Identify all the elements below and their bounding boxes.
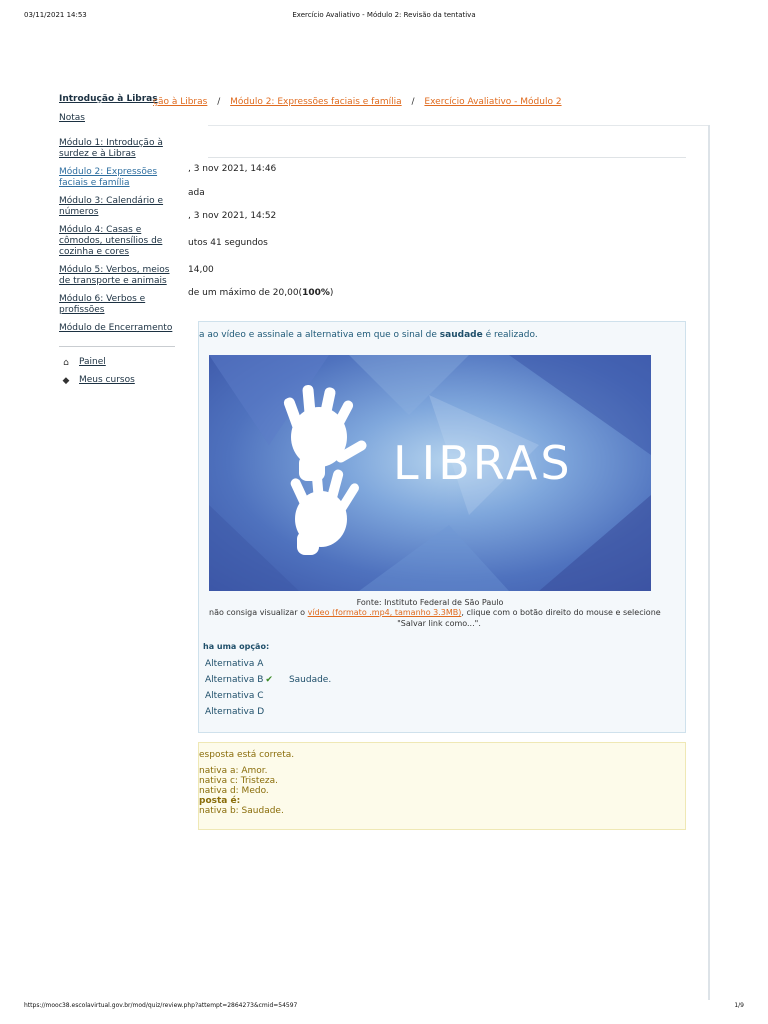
- breadcrumb-quiz[interactable]: Exercício Avaliativo - Módulo 2: [424, 97, 562, 107]
- print-url: https://mooc38.escolavirtual.gov.br/mod/quiz/review.php?attempt=2864273&cmid=54597: [24, 1002, 298, 1009]
- libras-logo-text: LIBRAS: [393, 436, 573, 490]
- feedback-answer: nativa b: Saudade.: [199, 806, 284, 816]
- feedback-answer-label: posta é:: [199, 796, 241, 806]
- option-a[interactable]: [205, 659, 263, 669]
- graduation-cap-icon: ◆: [62, 375, 70, 386]
- option-label: Alternativa C: [205, 691, 264, 701]
- option-d[interactable]: [205, 707, 264, 717]
- question-text-prefix: a ao vídeo e assinale a alternativa em que o sinal de: [199, 330, 440, 340]
- grade-percent: 100%: [302, 288, 330, 298]
- feedback-line: nativa a: Amor.: [199, 766, 268, 776]
- feedback-box: [198, 742, 686, 830]
- option-answer: Saudade.: [288, 675, 332, 685]
- home-icon: ⌂: [63, 357, 69, 368]
- sidebar-module-2[interactable]: Módulo 2: Expressões faciais e família: [59, 167, 158, 188]
- video-instructions: [209, 607, 669, 629]
- summary-divider: [208, 157, 686, 158]
- breadcrumb: [153, 97, 562, 107]
- feedback-line: nativa c: Tristeza.: [199, 776, 279, 786]
- hand-icon: [289, 467, 361, 555]
- option-label: Alternativa D: [205, 707, 265, 717]
- print-date: 03/11/2021 14:53: [24, 11, 87, 19]
- video-download-link[interactable]: vídeo (formato .mp4, tamanho 3.3MB): [307, 608, 462, 617]
- summary-started: , 3 nov 2021, 14:46: [188, 164, 277, 174]
- sidebar-module-6[interactable]: Módulo 6: Verbos e profissões: [59, 294, 146, 315]
- breadcrumb-separator: /: [217, 97, 221, 107]
- print-title: Exercício Avaliativo - Módulo 2: Revisão da tentativa: [292, 11, 476, 19]
- question-text-suffix: é realizado.: [482, 330, 538, 340]
- question-box: [198, 321, 686, 733]
- grade-suffix: ): [329, 288, 334, 298]
- summary-completed: , 3 nov 2021, 14:52: [188, 211, 277, 221]
- breadcrumb-separator: /: [411, 97, 415, 107]
- image-source: Fonte: Instituto Federal de São Paulo: [356, 598, 504, 607]
- feedback-status: esposta está correta.: [199, 750, 295, 760]
- content-frame-top: [208, 125, 710, 126]
- summary-duration: utos 41 segundos: [188, 238, 268, 248]
- sidebar-course-link[interactable]: Introdução à Libras: [59, 94, 158, 104]
- libras-illustration: [209, 355, 651, 591]
- option-label: Alternativa B: [205, 675, 264, 685]
- sidebar-grades-link[interactable]: Notas: [59, 113, 85, 123]
- breadcrumb-module[interactable]: Módulo 2: Expressões faciais e família: [230, 97, 402, 107]
- question-text: [199, 330, 538, 340]
- sidebar-nav-dashboard[interactable]: [60, 357, 175, 368]
- sidebar-module-1[interactable]: Módulo 1: Introdução à surdez e à Libras: [59, 138, 163, 159]
- feedback-line: nativa d: Medo.: [199, 786, 269, 796]
- video-suffix: , clique com o botão direito do mouse e selecione: [461, 608, 661, 617]
- course-sidebar: [59, 94, 175, 393]
- sidebar-divider: [59, 346, 175, 347]
- summary-state: ada: [188, 188, 205, 198]
- question-keyword: saudade: [439, 330, 483, 340]
- libras-image: [209, 355, 651, 591]
- video-prefix: não consiga visualizar o: [209, 608, 308, 617]
- video-save-hint: "Salvar link como...".: [397, 619, 481, 628]
- grade-prefix: de um máximo de 20,00(: [188, 288, 303, 298]
- print-page-number: 1/9: [734, 1002, 744, 1009]
- main-content: [153, 90, 768, 1000]
- my-courses-link[interactable]: Meus cursos: [79, 375, 135, 385]
- option-label: Alternativa A: [205, 659, 264, 669]
- summary-grade: [188, 288, 333, 298]
- sidebar-module-4[interactable]: Módulo 4: Casas e cômodos, utensílios de cozinha e cores: [59, 225, 163, 257]
- sidebar-nav-my-courses[interactable]: [60, 375, 175, 386]
- option-b[interactable]: [205, 675, 331, 685]
- content-frame-right: [708, 125, 710, 1000]
- option-c[interactable]: [205, 691, 264, 701]
- breadcrumb-course[interactable]: ção à Libras: [153, 97, 208, 107]
- choose-label: ha uma opção:: [203, 642, 270, 651]
- correct-check-icon: ✔: [265, 675, 273, 685]
- sidebar-module-3[interactable]: Módulo 3: Calendário e números: [59, 196, 164, 217]
- dashboard-link[interactable]: Painel: [79, 357, 106, 367]
- sidebar-module-5[interactable]: Módulo 5: Verbos, meios de transporte e animais: [59, 265, 170, 286]
- summary-marks: 14,00: [188, 265, 214, 275]
- sidebar-module-closing[interactable]: Módulo de Encerramento: [59, 323, 173, 333]
